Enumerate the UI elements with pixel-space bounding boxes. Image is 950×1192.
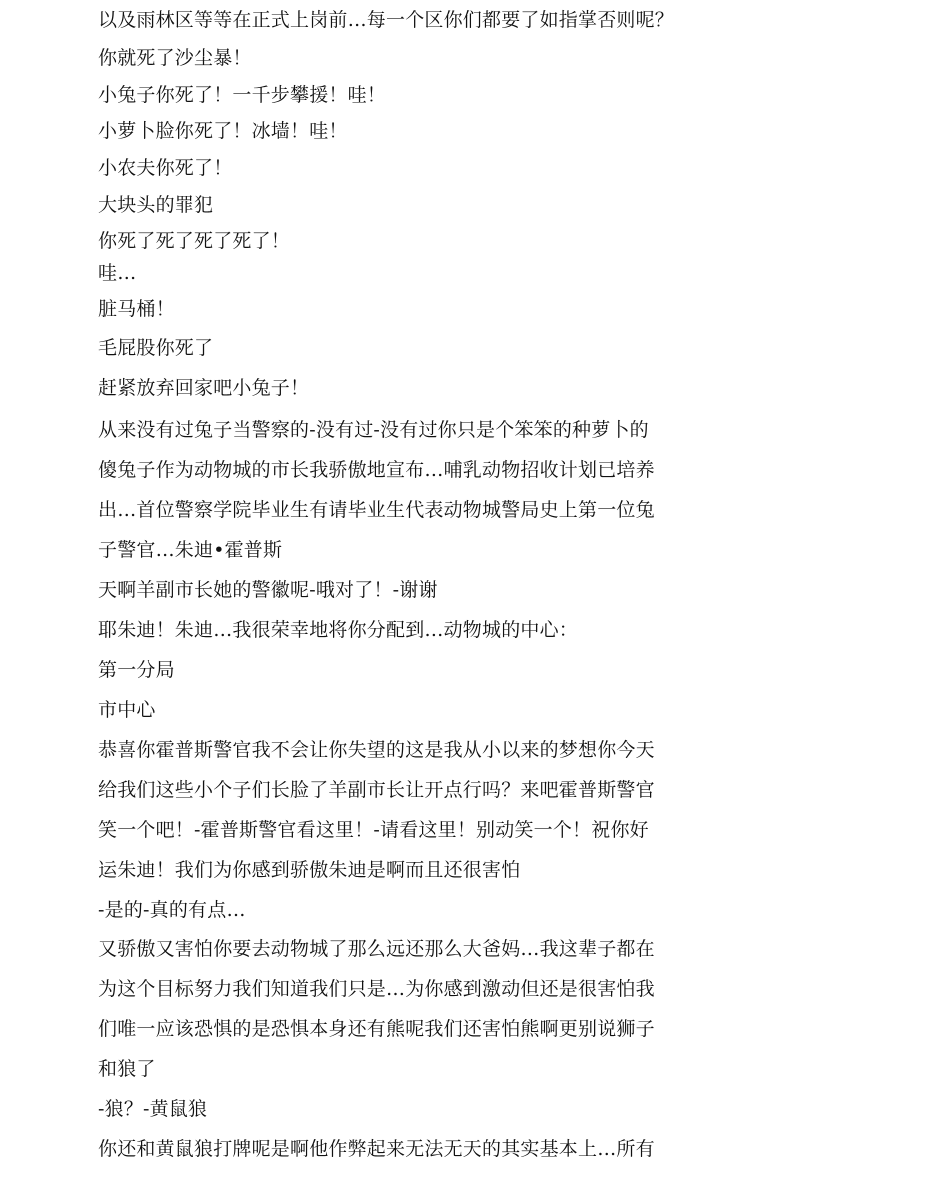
text-line-14: 出…首位警察学院毕业生有请毕业生代表动物城警局史上第一位兔 [98,499,655,521]
text-line-1: 以及雨林区等等在正式上岗前…每一个区你们都要了如指掌否则呢？ [98,9,675,31]
text-line-13: 傻兔子作为动物城的市长我骄傲地宣布…哺乳动物招收计划已培养 [98,459,655,481]
text-line-9: 脏马桶！ [98,298,175,320]
text-line-2: 你就死了沙尘暴！ [98,47,252,69]
text-line-5: 小农夫你死了！ [98,157,233,179]
text-line-21: 给我们这些小个子们长脸了羊副市长让开点行吗？来吧霍普斯警官 [98,779,655,801]
text-line-15: 子警官…朱迪•霍普斯 [98,539,283,561]
text-line-3: 小兔子你死了！一千步攀援！哇！ [98,84,387,106]
text-line-30: 你还和黄鼠狼打牌呢是啊他作弊起来无法无天的其实基本上…所有 [98,1138,655,1160]
text-line-27: 们唯一应该恐惧的是恐惧本身还有熊呢我们还害怕熊啊更别说狮子 [98,1018,655,1040]
text-line-17: 耶朱迪！朱迪…我很荣幸地将你分配到…动物城的中心： [98,619,579,641]
text-line-29: -狼？-黄鼠狼 [98,1098,208,1120]
text-line-11: 赶紧放弃回家吧小兔子！ [98,377,310,399]
text-line-26: 为这个目标努力我们知道我们只是…为你感到激动但还是很害怕我 [98,978,655,1000]
text-line-4: 小萝卜脸你死了！冰墙！哇！ [98,120,348,142]
text-line-16: 天啊羊副市长她的警徽呢-哦对了！-谢谢 [98,579,438,601]
text-line-19: 市中心 [98,699,156,721]
text-line-7: 你死了死了死了死了！ [98,230,291,252]
text-line-10: 毛屁股你死了 [98,337,214,359]
text-line-20: 恭喜你霍普斯警官我不会让你失望的这是我从小以来的梦想你今天 [98,739,655,761]
text-line-6: 大块头的罪犯 [98,194,214,216]
text-line-18: 第一分局 [98,659,175,681]
text-line-8: 哇… [98,262,137,284]
text-line-12: 从来没有过兔子当警察的-没有过-没有过你只是个笨笨的种萝卜的 [98,419,649,441]
text-line-22: 笑一个吧！-霍普斯警官看这里！-请看这里！别动笑一个！祝你好 [98,819,649,841]
text-line-24: -是的-真的有点… [98,899,246,921]
text-line-28: 和狼了 [98,1058,156,1080]
text-line-25: 又骄傲又害怕你要去动物城了那么远还那么大爸妈…我这辈子都在 [98,938,655,960]
text-line-23: 运朱迪！我们为你感到骄傲朱迪是啊而且还很害怕 [98,859,521,881]
